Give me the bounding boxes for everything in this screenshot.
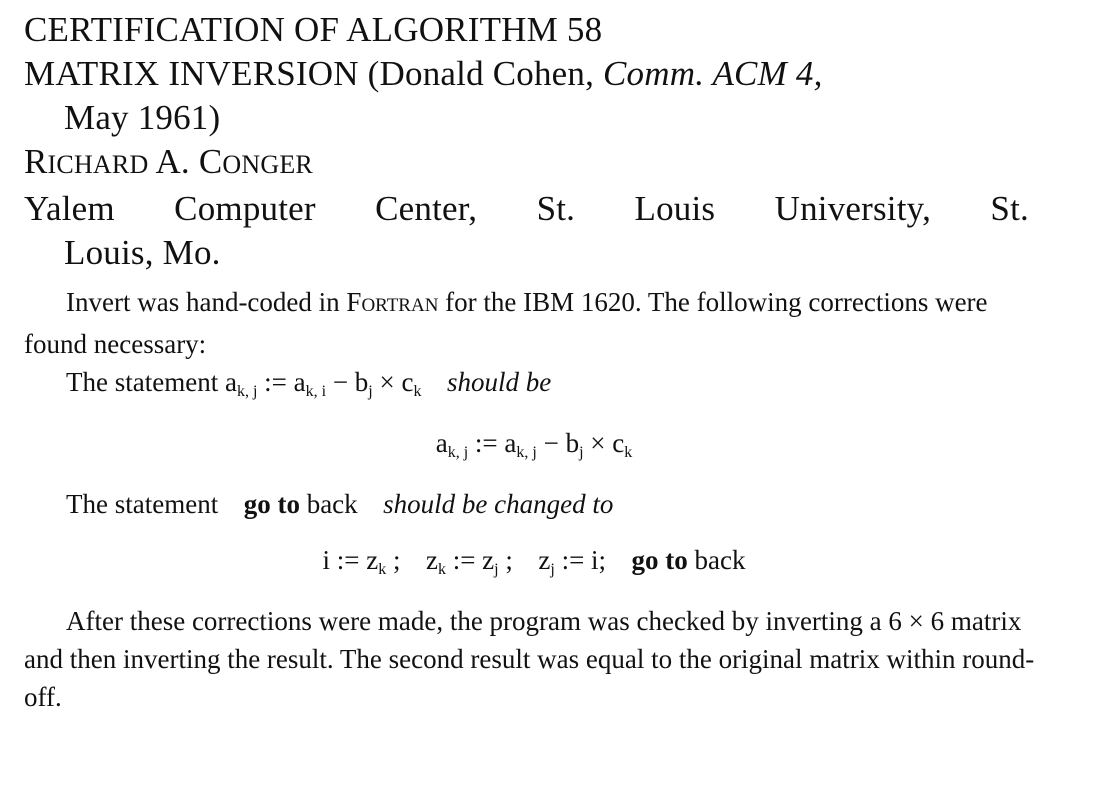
paragraph-intro: Invert was hand-coded in FORTRAN for the IBM 1620. The following corrections were found necessary: — [24, 287, 988, 359]
goto-keyword-2: go to — [631, 545, 688, 575]
subtitle-journal: Comm. ACM 4, — [603, 54, 823, 93]
article — [24, 8, 1044, 716]
display-equation-1: ak, j := ak, j − bj × ck — [435, 428, 633, 461]
should-be-label: should be — [446, 367, 552, 397]
statement-2: The statement go to back should be changed to — [66, 489, 614, 519]
author-name: RICHARD A. CONGER — [24, 142, 313, 181]
affiliation-line2: Louis, Mo. — [64, 233, 221, 272]
should-be-changed-label: should be changed to — [383, 489, 614, 519]
affiliation-line1: Yalem Computer Center, St. Louis University, St. — [24, 189, 1029, 228]
statement-1: The statement ak, j := ak, i − bj × ck should be — [66, 367, 552, 400]
subtitle-date: May 1961) — [64, 98, 221, 137]
article-header — [24, 8, 1044, 275]
subtitle-main: MATRIX INVERSION (Donald Cohen, — [24, 54, 595, 93]
fortran-smallcaps: FORTRAN — [346, 287, 439, 317]
display-equation-2: i := zk ; zk := zj ; zj := i; go to back — [322, 545, 746, 578]
article-subtitle — [24, 52, 1044, 96]
paragraph-conclusion: After these corrections were made, the program was checked by inverting a 6 × 6 matrix and then inverting the result. The second result was equal to the original matrix within round-off. — [24, 606, 1035, 712]
article-title: CERTIFICATION OF ALGORITHM 58 — [24, 10, 603, 49]
article-body — [24, 283, 1044, 716]
goto-keyword: go to — [243, 489, 300, 519]
